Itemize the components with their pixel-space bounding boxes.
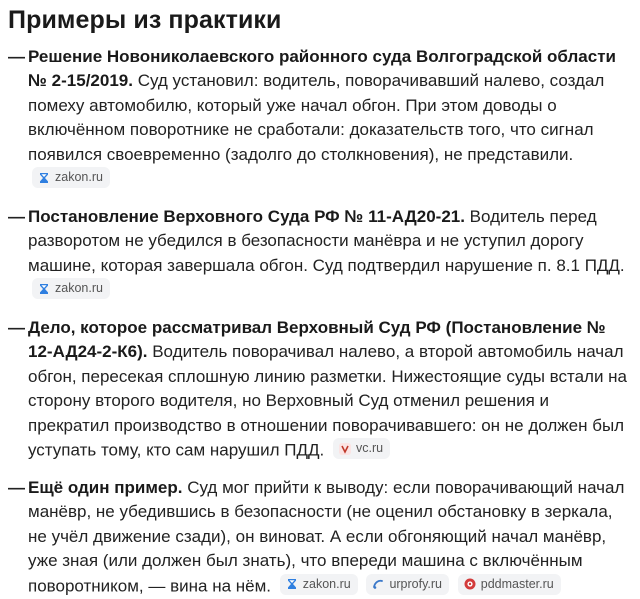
case-text: Водитель перед разворотом не убедился в безопасности манёвра и не уступил дорогу машине, которая завершала обгон. Суд подтвердил нарушение п. 8.1 ПДД. (28, 206, 625, 275)
case-text: Суд мог прийти к выводу: если поворачивающий начал манёвр, не убедившись в безопасности (не оценил обстановку в зеркала, не учёл движение сзади), он виноват. А если обгоняющий начал манёвр, уже зная (или должен был знать), что впереди машина с включённым поворотником, — вина на нём. (28, 478, 625, 596)
case-title: Ещё один пример. (28, 478, 183, 497)
case-title: Дело, которое рассматривал Верховный Суд РФ (Постановление № 12-АД24-2-К6). (28, 318, 606, 362)
source-link-pddmaster[interactable] (458, 574, 561, 595)
source-link-urprofy[interactable] (366, 574, 449, 595)
curve-icon (372, 578, 384, 590)
list-item (8, 45, 630, 192)
list-item (8, 205, 630, 303)
case-title: Постановление Верховного Суда РФ № 11-АД20-21. (28, 206, 465, 226)
case-text: Водитель поворачивал налево, а второй автомобиль начал обгон, пересекая сплошную линию разметки. Нижестоящие суды встали на сторону второго водителя, но Верховный Суд отменил решения и прекратил производство в отношении поворачивавшего: он не должен был уступать тому, кто сам нарушил ПДД. (28, 342, 628, 460)
case-text: Суд установил: водитель, поворачивавший налево, создал помеху автомобилю, который уже начал обгон. При этом доводы о включённом поворотнике не сработали: доказательств того, что сигнал появился своевременно (задолго до столкновения), не представили. (28, 71, 605, 164)
source-name: zakon.ru (55, 170, 103, 185)
source-link-zakon[interactable] (32, 278, 110, 299)
list-item (8, 476, 630, 599)
list-item (8, 316, 630, 463)
source-name: zakon.ru (55, 281, 103, 296)
source-name: vc.ru (355, 441, 384, 456)
page-title: Примеры из практики (8, 6, 282, 34)
hourglass-icon (38, 172, 50, 184)
hourglass-icon (286, 578, 298, 590)
dash-marker: — (8, 47, 25, 66)
dash-marker: — (8, 318, 25, 338)
source-name: zakon.ru (302, 576, 351, 591)
hourglass-icon (38, 283, 50, 295)
source-link-zakon[interactable] (280, 574, 358, 595)
source-link-zakon[interactable] (32, 167, 110, 188)
vc-logo-icon (339, 443, 351, 455)
source-name: urprofy.ru (389, 576, 443, 591)
examples-list (8, 45, 630, 599)
case-title: Решение Новониколаевского районного суда Волгоградской области № 2-15/2019. (28, 47, 616, 91)
dash-marker: — (8, 478, 25, 497)
pddmaster-logo-icon (464, 578, 476, 590)
dash-marker: — (8, 206, 25, 226)
source-link-vc[interactable] (333, 438, 390, 459)
source-name: pddmaster.ru (480, 576, 554, 591)
